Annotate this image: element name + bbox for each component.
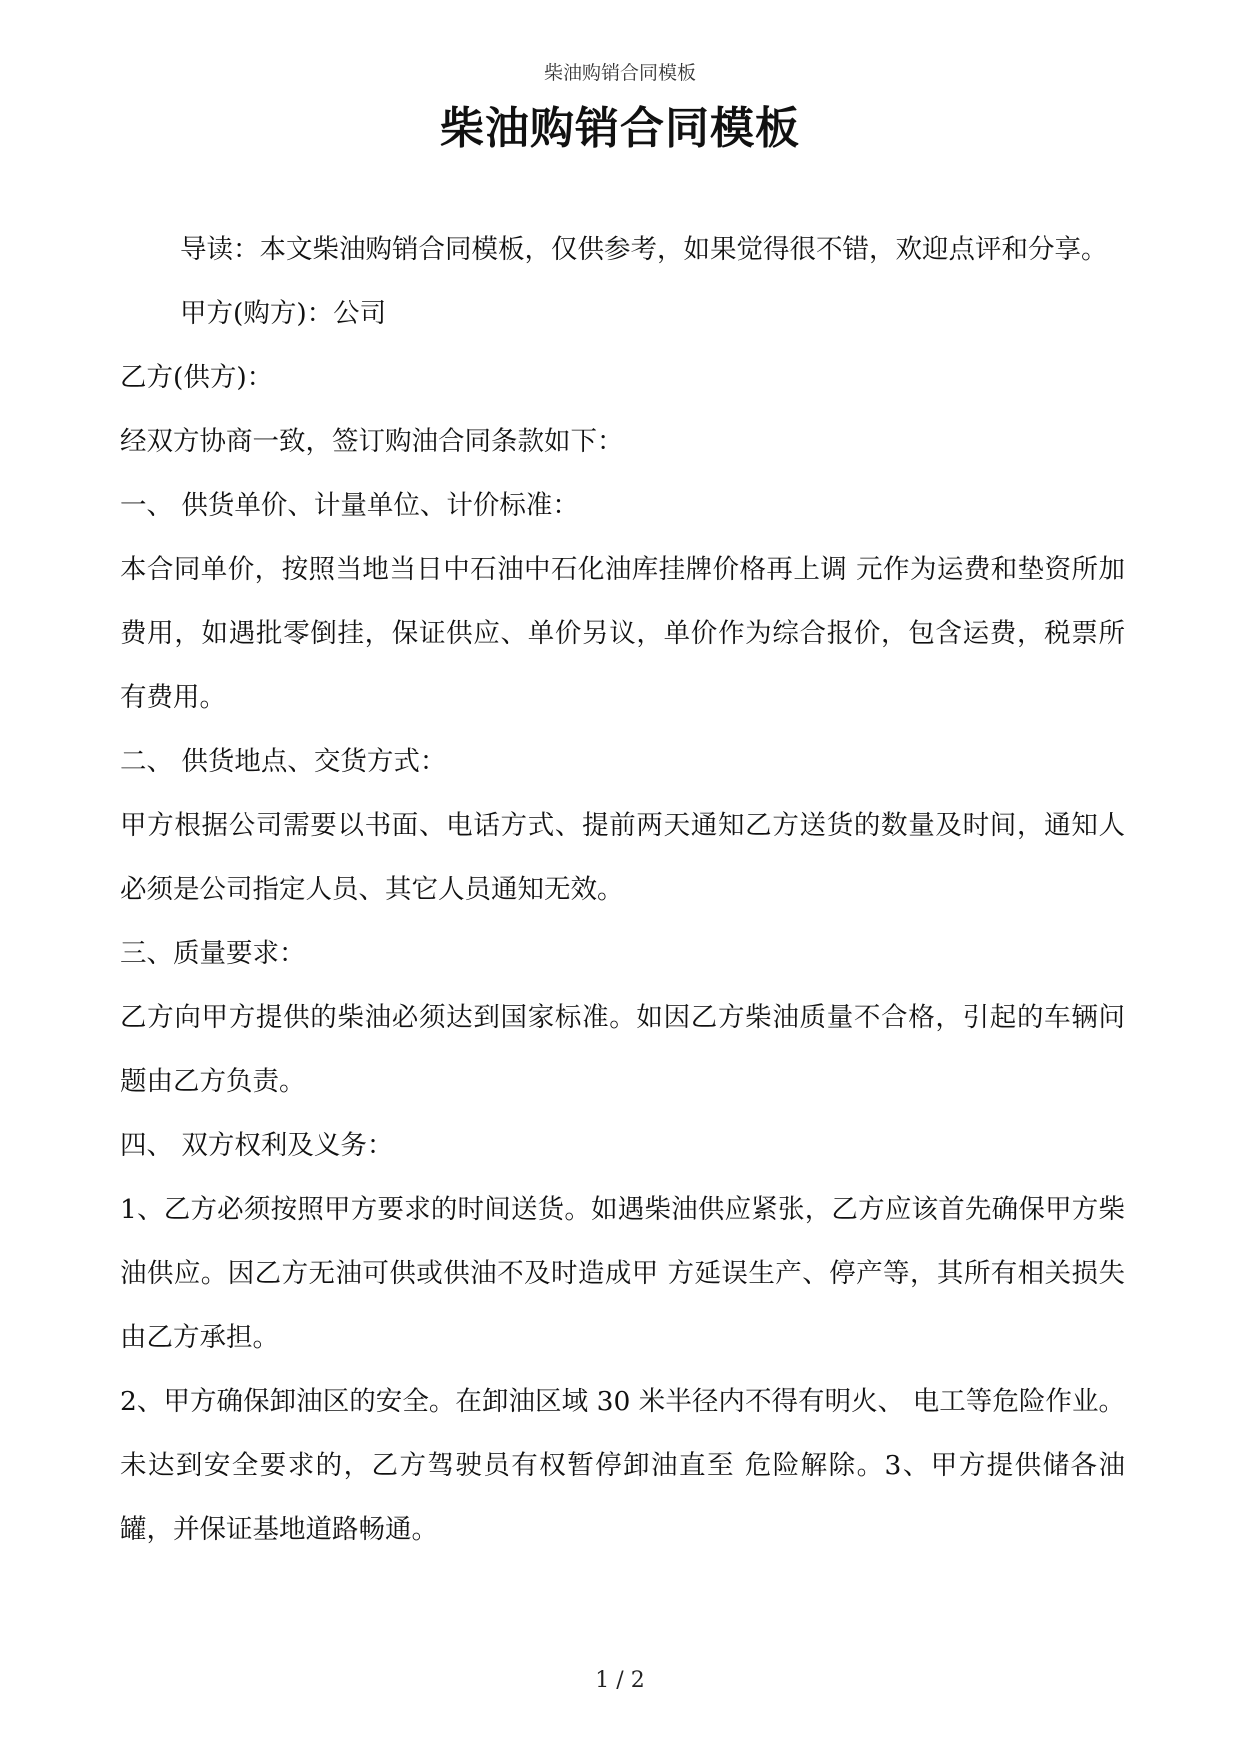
section-heading-2: 二、 供货地点、交货方式：: [120, 746, 447, 777]
document-body: [120, 218, 1125, 1562]
agreement-intro: 经双方协商一致，签订购油合同条款如下：: [120, 426, 624, 457]
running-header: 柴油购销合同模板: [543, 62, 696, 84]
intro-paragraph: 导读：本文柴油购销合同模板，仅供参考，如果觉得很不错，欢迎点评和分享。: [180, 234, 1108, 265]
clause-2: 2、甲方确保卸油区的安全。在卸油区域 30 米半径内不得有明火、 电工等危险作业。未达到安全要求的，乙方驾驶员有权暂停卸油直至 危险解除。3、甲方提供储各油罐，并保证基地道路畅通。: [120, 1386, 1125, 1545]
party-a-line: 甲方(购方)：公司: [180, 298, 387, 329]
section-body-2: 甲方根据公司需要以书面、电话方式、提前两天通知乙方送货的数量及时间，通知人必须是公司指定人员、其它人员通知无效。: [120, 810, 1125, 905]
party-b-line: 乙方(供方)：: [120, 362, 274, 393]
clause-1: 1、乙方必须按照甲方要求的时间送货。如遇柴油供应紧张，乙方应该首先确保甲方柴油供应。因乙方无油可供或供油不及时造成甲 方延误生产、停产等，其所有相关损失由乙方承担。: [120, 1194, 1125, 1353]
page-number: 1 / 2: [595, 1668, 645, 1693]
section-heading-4: 四、 双方权利及义务：: [120, 1130, 394, 1161]
section-body-1: 本合同单价，按照当地当日中石油中石化油库挂牌价格再上调 元作为运费和垫资所加费用，如遇批零倒挂，保证供应、单价另议，单价作为综合报价，包含运费，税票所有费用。: [120, 554, 1125, 713]
section-body-3: 乙方向甲方提供的柴油必须达到国家标准。如因乙方柴油质量不合格，引起的车辆问题由乙方负责。: [120, 1002, 1125, 1097]
section-heading-1: 一、 供货单价、计量单位、计价标准：: [120, 490, 579, 521]
document-title: 柴油购销合同模板: [440, 103, 800, 154]
section-heading-3: 三、质量要求：: [120, 938, 306, 969]
